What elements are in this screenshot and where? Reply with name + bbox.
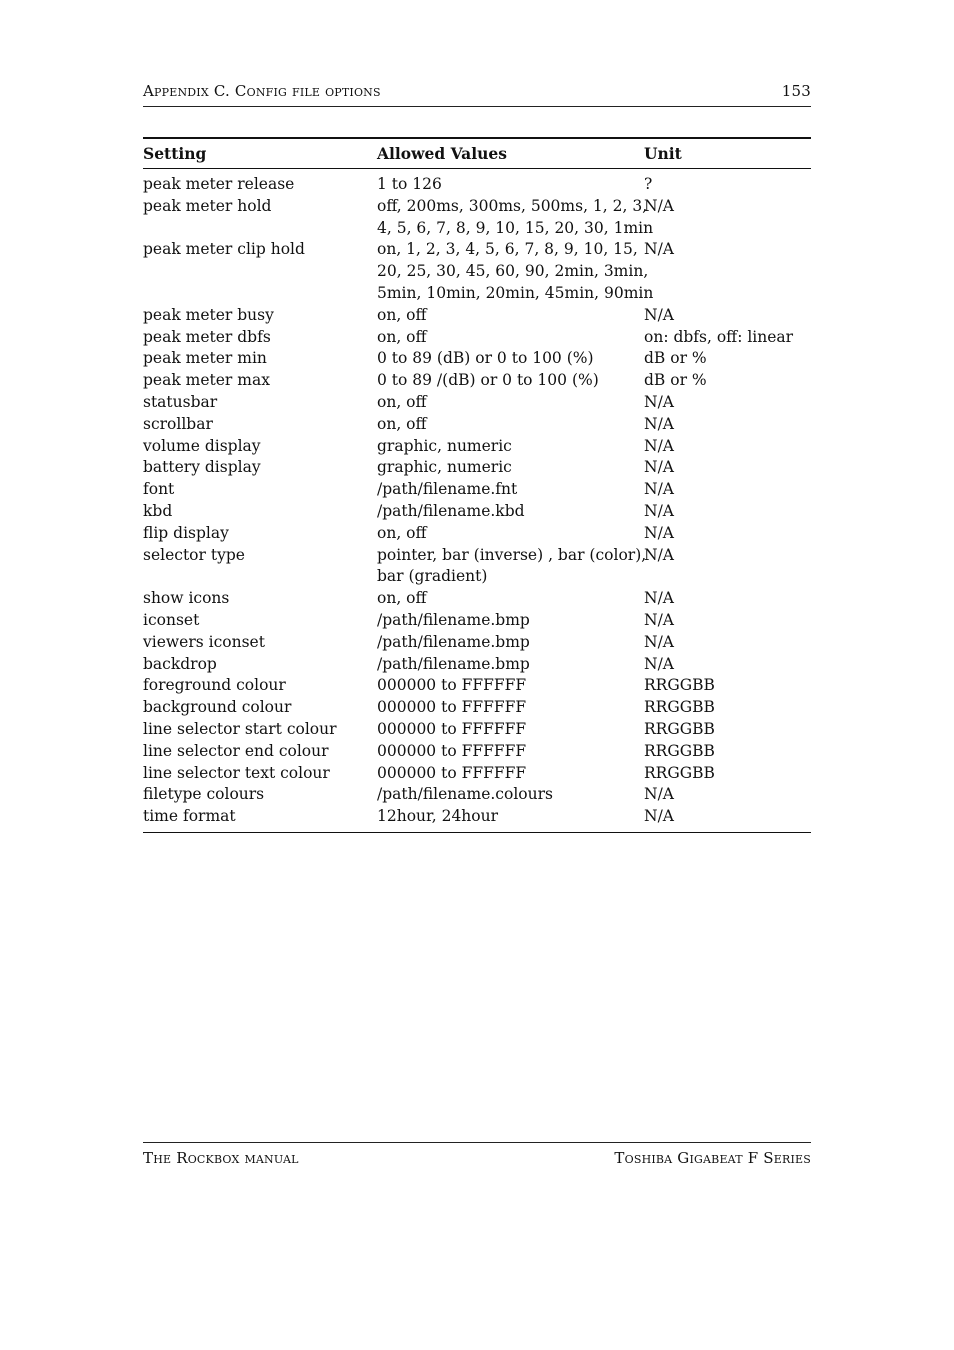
setting-cell-line: statusbar [143, 392, 218, 411]
table-row [143, 545, 811, 589]
allowed-values-cell-line: 12hour, 24hour [377, 807, 499, 826]
config-options-table [143, 137, 811, 833]
table-row [143, 763, 811, 785]
unit-cell-line: N/A [644, 589, 674, 608]
table-row [143, 457, 811, 479]
page-number: 153 [781, 82, 811, 100]
unit-cell-line: N/A [644, 458, 674, 477]
setting-cell [143, 675, 377, 697]
table-row [143, 196, 811, 240]
setting-cell-line: viewers iconset [143, 632, 265, 651]
allowed-values-cell [377, 169, 644, 196]
setting-cell-line: filetype colours [143, 785, 265, 804]
table-row [143, 169, 811, 196]
setting-cell-line: show icons [143, 589, 230, 608]
unit-cell [644, 479, 811, 501]
unit-cell-line: N/A [644, 501, 674, 520]
unit-cell-line: N/A [644, 545, 674, 564]
table-row [143, 784, 811, 806]
table-row [143, 436, 811, 458]
allowed-values-cell [377, 741, 644, 763]
unit-cell-line: N/A [644, 807, 674, 826]
unit-cell-line: N/A [644, 392, 674, 411]
setting-cell-line: line selector end colour [143, 741, 329, 760]
setting-cell [143, 697, 377, 719]
allowed-values-cell-line: /path/filename.bmp [377, 654, 530, 673]
unit-cell-line: RRGGBB [644, 763, 715, 782]
allowed-values-cell-line: /path/filename.colours [377, 785, 553, 804]
unit-cell-line: dB or % [644, 349, 707, 368]
setting-cell [143, 806, 377, 832]
table-row [143, 501, 811, 523]
unit-cell [644, 196, 811, 240]
allowed-values-cell-line: 5min, 10min, 20min, 45min, 90min [377, 283, 654, 302]
setting-cell-line: peak meter release [143, 175, 295, 193]
setting-cell [143, 545, 377, 589]
allowed-values-cell-line: 000000 to FFFFFF [377, 698, 527, 717]
allowed-values-cell-line: 000000 to FFFFFF [377, 719, 527, 738]
unit-cell-line: RRGGBB [644, 698, 715, 717]
allowed-values-cell [377, 327, 644, 349]
unit-cell [644, 370, 811, 392]
unit-cell [644, 784, 811, 806]
setting-cell [143, 654, 377, 676]
allowed-values-cell-line: /path/filename.fnt [377, 480, 518, 499]
allowed-values-cell [377, 479, 644, 501]
running-title: Appendix C. Config file options [143, 82, 381, 100]
setting-cell [143, 436, 377, 458]
setting-cell [143, 414, 377, 436]
allowed-values-cell [377, 348, 644, 370]
setting-cell-line: line selector start colour [143, 719, 337, 738]
setting-cell [143, 523, 377, 545]
allowed-values-cell-line: pointer, bar (inverse) , bar (color), [377, 545, 647, 564]
table-row [143, 370, 811, 392]
unit-cell [644, 305, 811, 327]
allowed-values-cell [377, 305, 644, 327]
unit-cell-line: dB or % [644, 371, 707, 390]
unit-cell [644, 719, 811, 741]
allowed-values-cell-line: 0 to 89 /(dB) or 0 to 100 (%) [377, 371, 599, 390]
unit-cell [644, 414, 811, 436]
unit-cell-line: N/A [644, 654, 674, 673]
setting-cell-line: peak meter hold [143, 196, 272, 215]
table-header-row [143, 138, 811, 169]
allowed-values-cell-line: 000000 to FFFFFF [377, 741, 527, 760]
allowed-values-cell-line: 0 to 89 (dB) or 0 to 100 (%) [377, 349, 594, 368]
table-row [143, 654, 811, 676]
unit-cell [644, 806, 811, 832]
unit-cell-line: N/A [644, 480, 674, 499]
unit-cell [644, 588, 811, 610]
table-row [143, 239, 811, 304]
setting-cell-line: peak meter max [143, 371, 270, 390]
allowed-values-cell-line: bar (gradient) [377, 567, 488, 586]
table-row [143, 327, 811, 349]
allowed-values-cell [377, 632, 644, 654]
setting-cell [143, 588, 377, 610]
unit-cell-line: N/A [644, 196, 674, 215]
table-row [143, 719, 811, 741]
unit-cell-line: N/A [644, 632, 674, 651]
setting-cell [143, 370, 377, 392]
setting-cell [143, 305, 377, 327]
allowed-values-cell [377, 719, 644, 741]
unit-cell-line: N/A [644, 436, 674, 455]
allowed-values-cell-line: on, off [377, 327, 427, 346]
column-header-setting: Setting [143, 138, 377, 169]
unit-cell [644, 436, 811, 458]
allowed-values-cell-line: /path/filename.kbd [377, 501, 525, 520]
setting-cell-line: foreground colour [143, 676, 286, 695]
allowed-values-cell [377, 588, 644, 610]
allowed-values-cell-line: on, off [377, 414, 427, 433]
allowed-values-cell-line: on, 1, 2, 3, 4, 5, 6, 7, 8, 9, 10, 15, [377, 240, 638, 259]
allowed-values-cell [377, 392, 644, 414]
table-row [143, 479, 811, 501]
setting-cell-line: peak meter busy [143, 305, 274, 324]
setting-cell-line: backdrop [143, 654, 217, 673]
setting-cell [143, 784, 377, 806]
unit-cell-line: on: dbfs, off: linear [644, 327, 794, 346]
setting-cell [143, 610, 377, 632]
setting-cell-line: peak meter dbfs [143, 327, 271, 346]
unit-cell-line: N/A [644, 785, 674, 804]
allowed-values-cell-line: on, off [377, 523, 427, 542]
allowed-values-cell-line: on, off [377, 392, 427, 411]
allowed-values-cell [377, 763, 644, 785]
unit-cell [644, 741, 811, 763]
setting-cell [143, 632, 377, 654]
table-row [143, 523, 811, 545]
unit-cell [644, 610, 811, 632]
column-header-unit: Unit [644, 138, 811, 169]
setting-cell [143, 501, 377, 523]
table-row [143, 741, 811, 763]
column-header-allowed-values: Allowed Values [377, 138, 644, 169]
table-row [143, 632, 811, 654]
allowed-values-cell-line: 1 to 126 [377, 175, 442, 193]
setting-cell [143, 741, 377, 763]
setting-cell [143, 327, 377, 349]
setting-cell-line: peak meter clip hold [143, 240, 305, 259]
table-row [143, 305, 811, 327]
unit-cell [644, 457, 811, 479]
unit-cell [644, 392, 811, 414]
unit-cell [644, 763, 811, 785]
setting-cell-line: time format [143, 807, 236, 826]
setting-cell [143, 763, 377, 785]
page-header [143, 80, 811, 107]
allowed-values-cell [377, 784, 644, 806]
allowed-values-cell [377, 239, 654, 304]
table-row [143, 392, 811, 414]
allowed-values-cell [377, 501, 644, 523]
setting-cell [143, 196, 377, 240]
setting-cell [143, 479, 377, 501]
allowed-values-cell-line: 000000 to FFFFFF [377, 763, 527, 782]
allowed-values-cell [377, 675, 644, 697]
allowed-values-cell [377, 370, 644, 392]
allowed-values-cell-line: 20, 25, 30, 45, 60, 90, 2min, 3min, [377, 262, 649, 281]
allowed-values-cell-line: 4, 5, 6, 7, 8, 9, 10, 15, 20, 30, 1min [377, 218, 654, 237]
unit-cell-line: ? [644, 175, 653, 193]
setting-cell-line: iconset [143, 610, 200, 629]
allowed-values-cell-line: off, 200ms, 300ms, 500ms, 1, 2, 3, [377, 196, 648, 215]
unit-cell [644, 169, 811, 196]
setting-cell [143, 392, 377, 414]
setting-cell [143, 348, 377, 370]
setting-cell-line: background colour [143, 698, 292, 717]
setting-cell-line: battery display [143, 458, 261, 477]
allowed-values-cell [377, 610, 644, 632]
setting-cell-line: line selector text colour [143, 763, 330, 782]
footer-device-series: Toshiba Gigabeat F Series [614, 1149, 811, 1167]
unit-cell [644, 697, 811, 719]
config-options-table-container [143, 137, 811, 833]
table-body [143, 169, 811, 833]
unit-cell [644, 239, 811, 304]
setting-cell-line: selector type [143, 545, 245, 564]
allowed-values-cell [377, 806, 644, 832]
footer-manual-title: The Rockbox manual [143, 1149, 299, 1167]
setting-cell [143, 719, 377, 741]
allowed-values-cell [377, 196, 654, 240]
unit-cell-line: RRGGBB [644, 719, 715, 738]
setting-cell [143, 239, 377, 304]
allowed-values-cell-line: /path/filename.bmp [377, 610, 530, 629]
unit-cell-line: N/A [644, 523, 674, 542]
table-row [143, 414, 811, 436]
allowed-values-cell-line: graphic, numeric [377, 436, 512, 455]
allowed-values-cell-line: on, off [377, 305, 427, 324]
allowed-values-cell [377, 523, 644, 545]
setting-cell [143, 457, 377, 479]
allowed-values-cell-line: graphic, numeric [377, 458, 512, 477]
table-row [143, 588, 811, 610]
setting-cell-line: font [143, 480, 175, 499]
table-row [143, 697, 811, 719]
setting-cell-line: peak meter min [143, 349, 267, 368]
setting-cell-line: volume display [143, 436, 261, 455]
unit-cell [644, 348, 811, 370]
allowed-values-cell [377, 414, 644, 436]
unit-cell [644, 523, 811, 545]
setting-cell-line: kbd [143, 501, 173, 520]
table-row [143, 610, 811, 632]
unit-cell-line: N/A [644, 414, 674, 433]
allowed-values-cell-line: on, off [377, 589, 427, 608]
unit-cell-line: N/A [644, 610, 674, 629]
allowed-values-cell-line: /path/filename.bmp [377, 632, 530, 651]
table-row [143, 348, 811, 370]
setting-cell [143, 169, 377, 196]
allowed-values-cell [377, 436, 644, 458]
unit-cell [644, 501, 811, 523]
table-row [143, 806, 811, 832]
unit-cell-line: RRGGBB [644, 676, 715, 695]
setting-cell-line: flip display [143, 523, 229, 542]
unit-cell-line: N/A [644, 305, 674, 324]
unit-cell [644, 654, 811, 676]
table-row [143, 675, 811, 697]
unit-cell [644, 545, 811, 589]
allowed-values-cell [377, 457, 644, 479]
allowed-values-cell [377, 545, 647, 589]
unit-cell [644, 327, 811, 349]
allowed-values-cell [377, 654, 644, 676]
unit-cell-line: N/A [644, 240, 674, 259]
unit-cell [644, 675, 811, 697]
unit-cell [644, 632, 811, 654]
page-footer [143, 1142, 811, 1167]
unit-cell-line: RRGGBB [644, 741, 715, 760]
setting-cell-line: scrollbar [143, 414, 213, 433]
allowed-values-cell [377, 697, 644, 719]
allowed-values-cell-line: 000000 to FFFFFF [377, 676, 527, 695]
